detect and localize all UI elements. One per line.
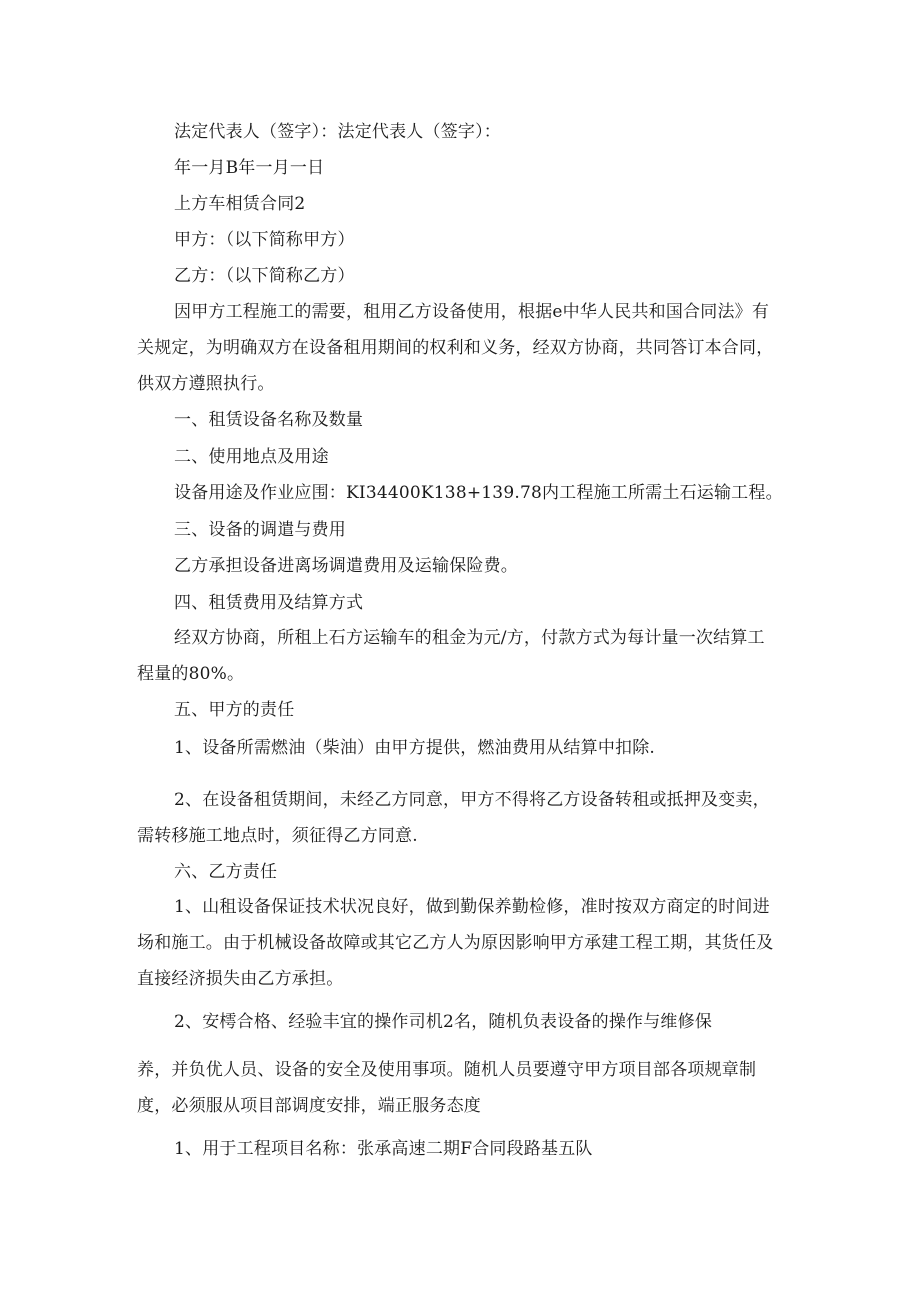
section-5-item-1: 1、设备所需燃油（柴油）由甲方提供，燃油费用从结算中扣除. (174, 738, 656, 758)
section-3-text: 乙方承担设备进离场调遣费用及运输保险费。 (174, 556, 518, 576)
section-6-item-2-line-3: 度，必须服从项目部调度安排，端正服务态度 (137, 1096, 481, 1116)
section-5-item-2: 2、在设备租赁期间，未经乙方同意，甲方不得将乙方设备转租或抵押及变卖，需转移施工地点时，须征得乙方同意. (137, 790, 770, 846)
section-4-text: 经双方协商，所租上石方运输车的租金为元/方，付款方式为每计量一次结算工程量的80%。 (137, 628, 765, 684)
date-line: 年一月B年一月一日 (174, 158, 325, 178)
contract-title: 上方车相赁合同2 (174, 194, 306, 214)
project-name-item: 1、用于工程项目名称：张承高速二期F合同段路基五队 (174, 1139, 593, 1159)
section-6-item-1: 1、山租设备保证技术状况良好，做到勤保养勤检修，准时按双方商定的时间进场和施工。由于机械设备故障或其它乙方人为原因影响甲方承建工程工期，其货任及直接经济损失由乙方承担。 (137, 897, 774, 989)
section-heading-5: 五、甲方的责任 (174, 700, 295, 720)
intro-paragraph: 因甲方工程施工的需要，租用乙方设备使用，根据e中华人民共和国合同法》有关规定，为明确双方在设备租用期间的权利和义务，经双方协商，共同答订本合同，供双方遵照执行。 (137, 302, 774, 394)
section-heading-1: 一、租赁设备名称及数量 (174, 410, 364, 430)
section-heading-4: 四、租赁费用及结算方式 (174, 593, 364, 613)
section-heading-2: 二、使用地点及用途 (174, 447, 329, 467)
section-6-item-2-line-2: 养，并负优人员、设备的安全及使用事项。随机人员要遵守甲方项目部各项规章制 (137, 1060, 757, 1080)
section-6-item-2-line-1: 2、安樗合格、经验丰宜的操作司机2名，随机负表设备的操作与维修保 (174, 1012, 713, 1032)
section-2-text: 设备用途及作业应围：KI34400K138+139.78内工程施工所需土石运输工程。 (174, 483, 783, 503)
section-heading-3: 三、设备的调遣与费用 (174, 520, 346, 540)
party-b-line: 乙方：（以下简称乙方） (174, 266, 355, 286)
party-a-line: 甲方：（以下简称甲方） (174, 230, 355, 250)
signature-line: 法定代表人（签字）：法定代表人（签字）： (174, 122, 501, 142)
section-heading-6: 六、乙方责任 (174, 862, 278, 882)
